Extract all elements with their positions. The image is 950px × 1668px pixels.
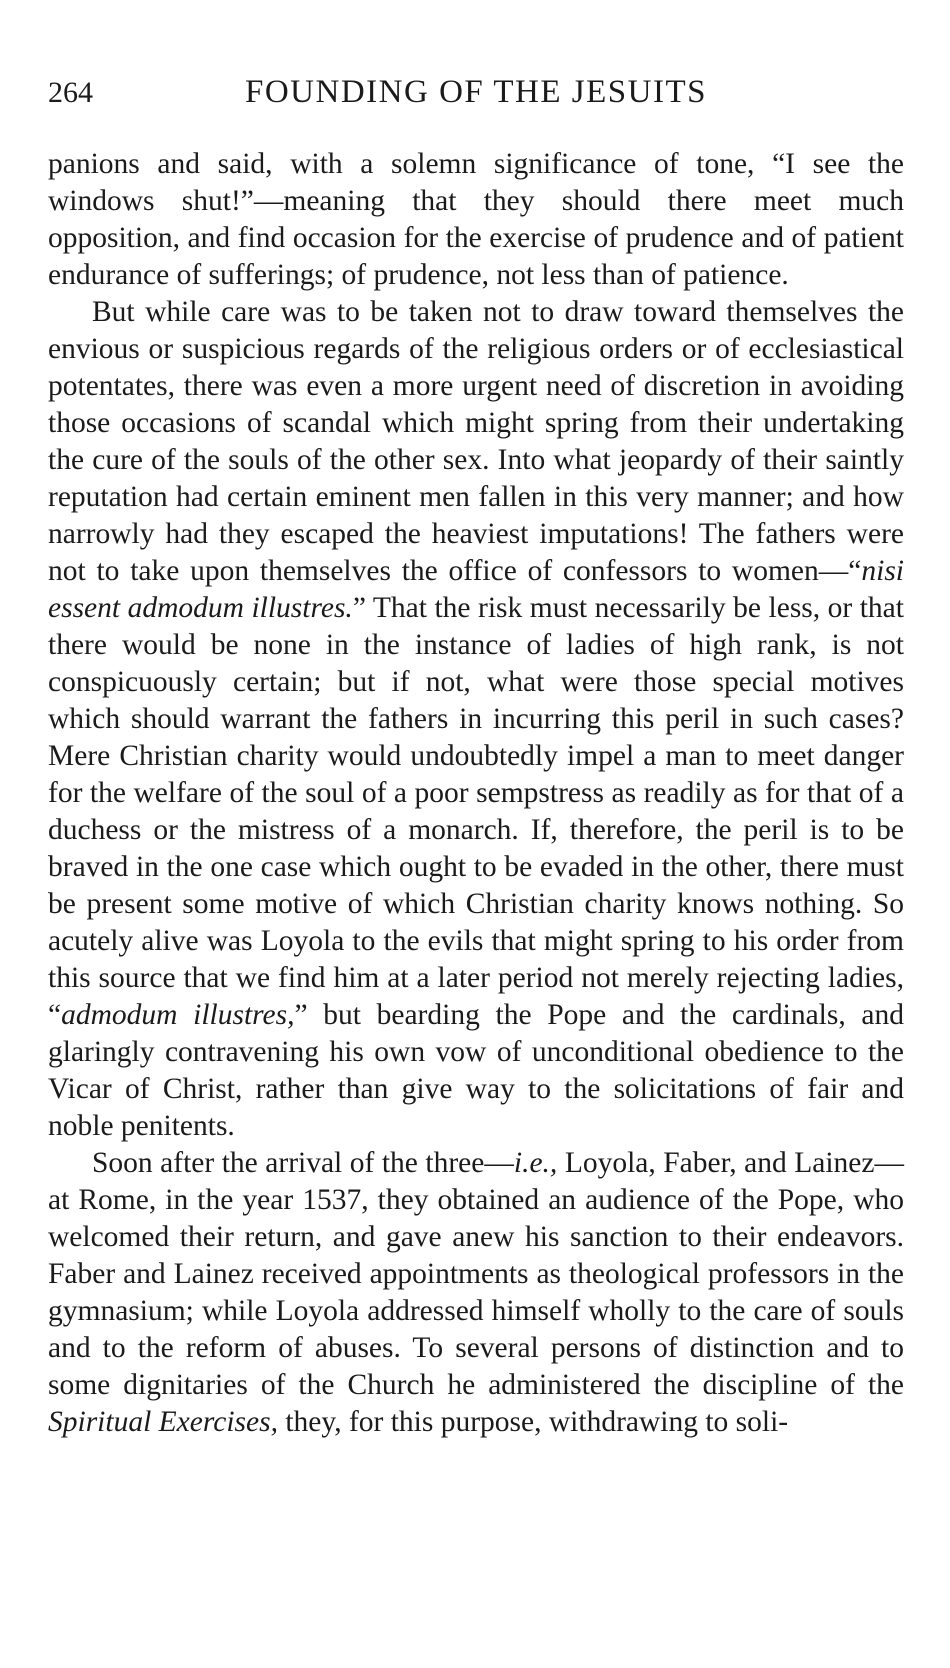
paragraph-1-text: panions and said, with a solemn significance of tone, “I see the windows shut!”—meaning that they should there meet much opposition, and find occasion for the exercise of prudence and of patient endurance of sufferings; of prudence, not less than of patience. (48, 148, 904, 291)
latin-phrase-1: nisi essent admodum illustres. (48, 555, 904, 624)
abbreviation-ie: i.e., (513, 1147, 558, 1179)
latin-phrase-2: admodum illustres, (61, 999, 295, 1031)
book-title-spiritual-exercises: Spiritual Exercises, (48, 1406, 278, 1438)
book-page (48, 70, 904, 1441)
paragraph-2-text-a: But while care was to be taken not to draw toward themselves the envious or suspicious regards of the religious orders or of ecclesiastical potentates, there was even a more urgent need of discretion in avoiding those occasions of scandal which might spring from their undertaking the cure of the souls of the other sex. Into what jeopardy of their saintly reputation had certain eminent men fallen in this very manner; and how narrowly had they escaped the heaviest imputations! The fathers were not to take upon themselves the office of confessors to women—“ (48, 296, 904, 587)
paragraph-3-text-b: Loyola, Faber, and Lainez—at Rome, in the year 1537, they obtained an audience of the Pope, who welcomed their return, and gave anew his sanction to their endeavors. Faber and Lainez received appointments as theological professors in the gymnasium; while Loyola addressed himself wholly to the care of souls and to the reform of abuses. To several persons of distinction and to some dignitaries of the Church he administered the discipline of the (48, 1147, 904, 1401)
paragraph-3-text-a: Soon after the arrival of the three— (92, 1147, 514, 1179)
running-title: FOUNDING OF THE JESUITS (244, 74, 707, 110)
page-number: 264 (48, 76, 93, 109)
paragraph-2 (48, 294, 904, 1145)
paragraph-3-text-c: they, for this purpose, withdrawing to soli- (277, 1406, 789, 1438)
body-text (48, 146, 904, 1441)
paragraph-2-text-c: ” but bearding the Pope and the cardinals, and glaringly contravening his own vow of unconditional obedience to the Vicar of Christ, rather than give way to the solicitations of fair and noble penitents. (48, 999, 904, 1142)
paragraph-1 (48, 146, 904, 294)
paragraph-3 (48, 1145, 904, 1441)
running-head (48, 70, 904, 118)
paragraph-2-text-b: ” That the risk must necessarily be less, or that there would be none in the instance of ladies of high rank, is not conspicuously certain; but if not, what were those special motives which should warrant the fathers in incurring this peril in such cases? Mere Christian charity would undoubtedly impel a man to meet danger for the welfare of the soul of a poor sempstress as readily as for that of a duchess or the mistress of a monarch. If, therefore, the peril is to be braved in the one case which ought to be evaded in the other, there must be present some motive of which Christian charity knows nothing. So acutely alive was Loyola to the evils that might spring to his order from this source that we find him at a later period not merely rejecting ladies, “ (48, 592, 904, 1031)
